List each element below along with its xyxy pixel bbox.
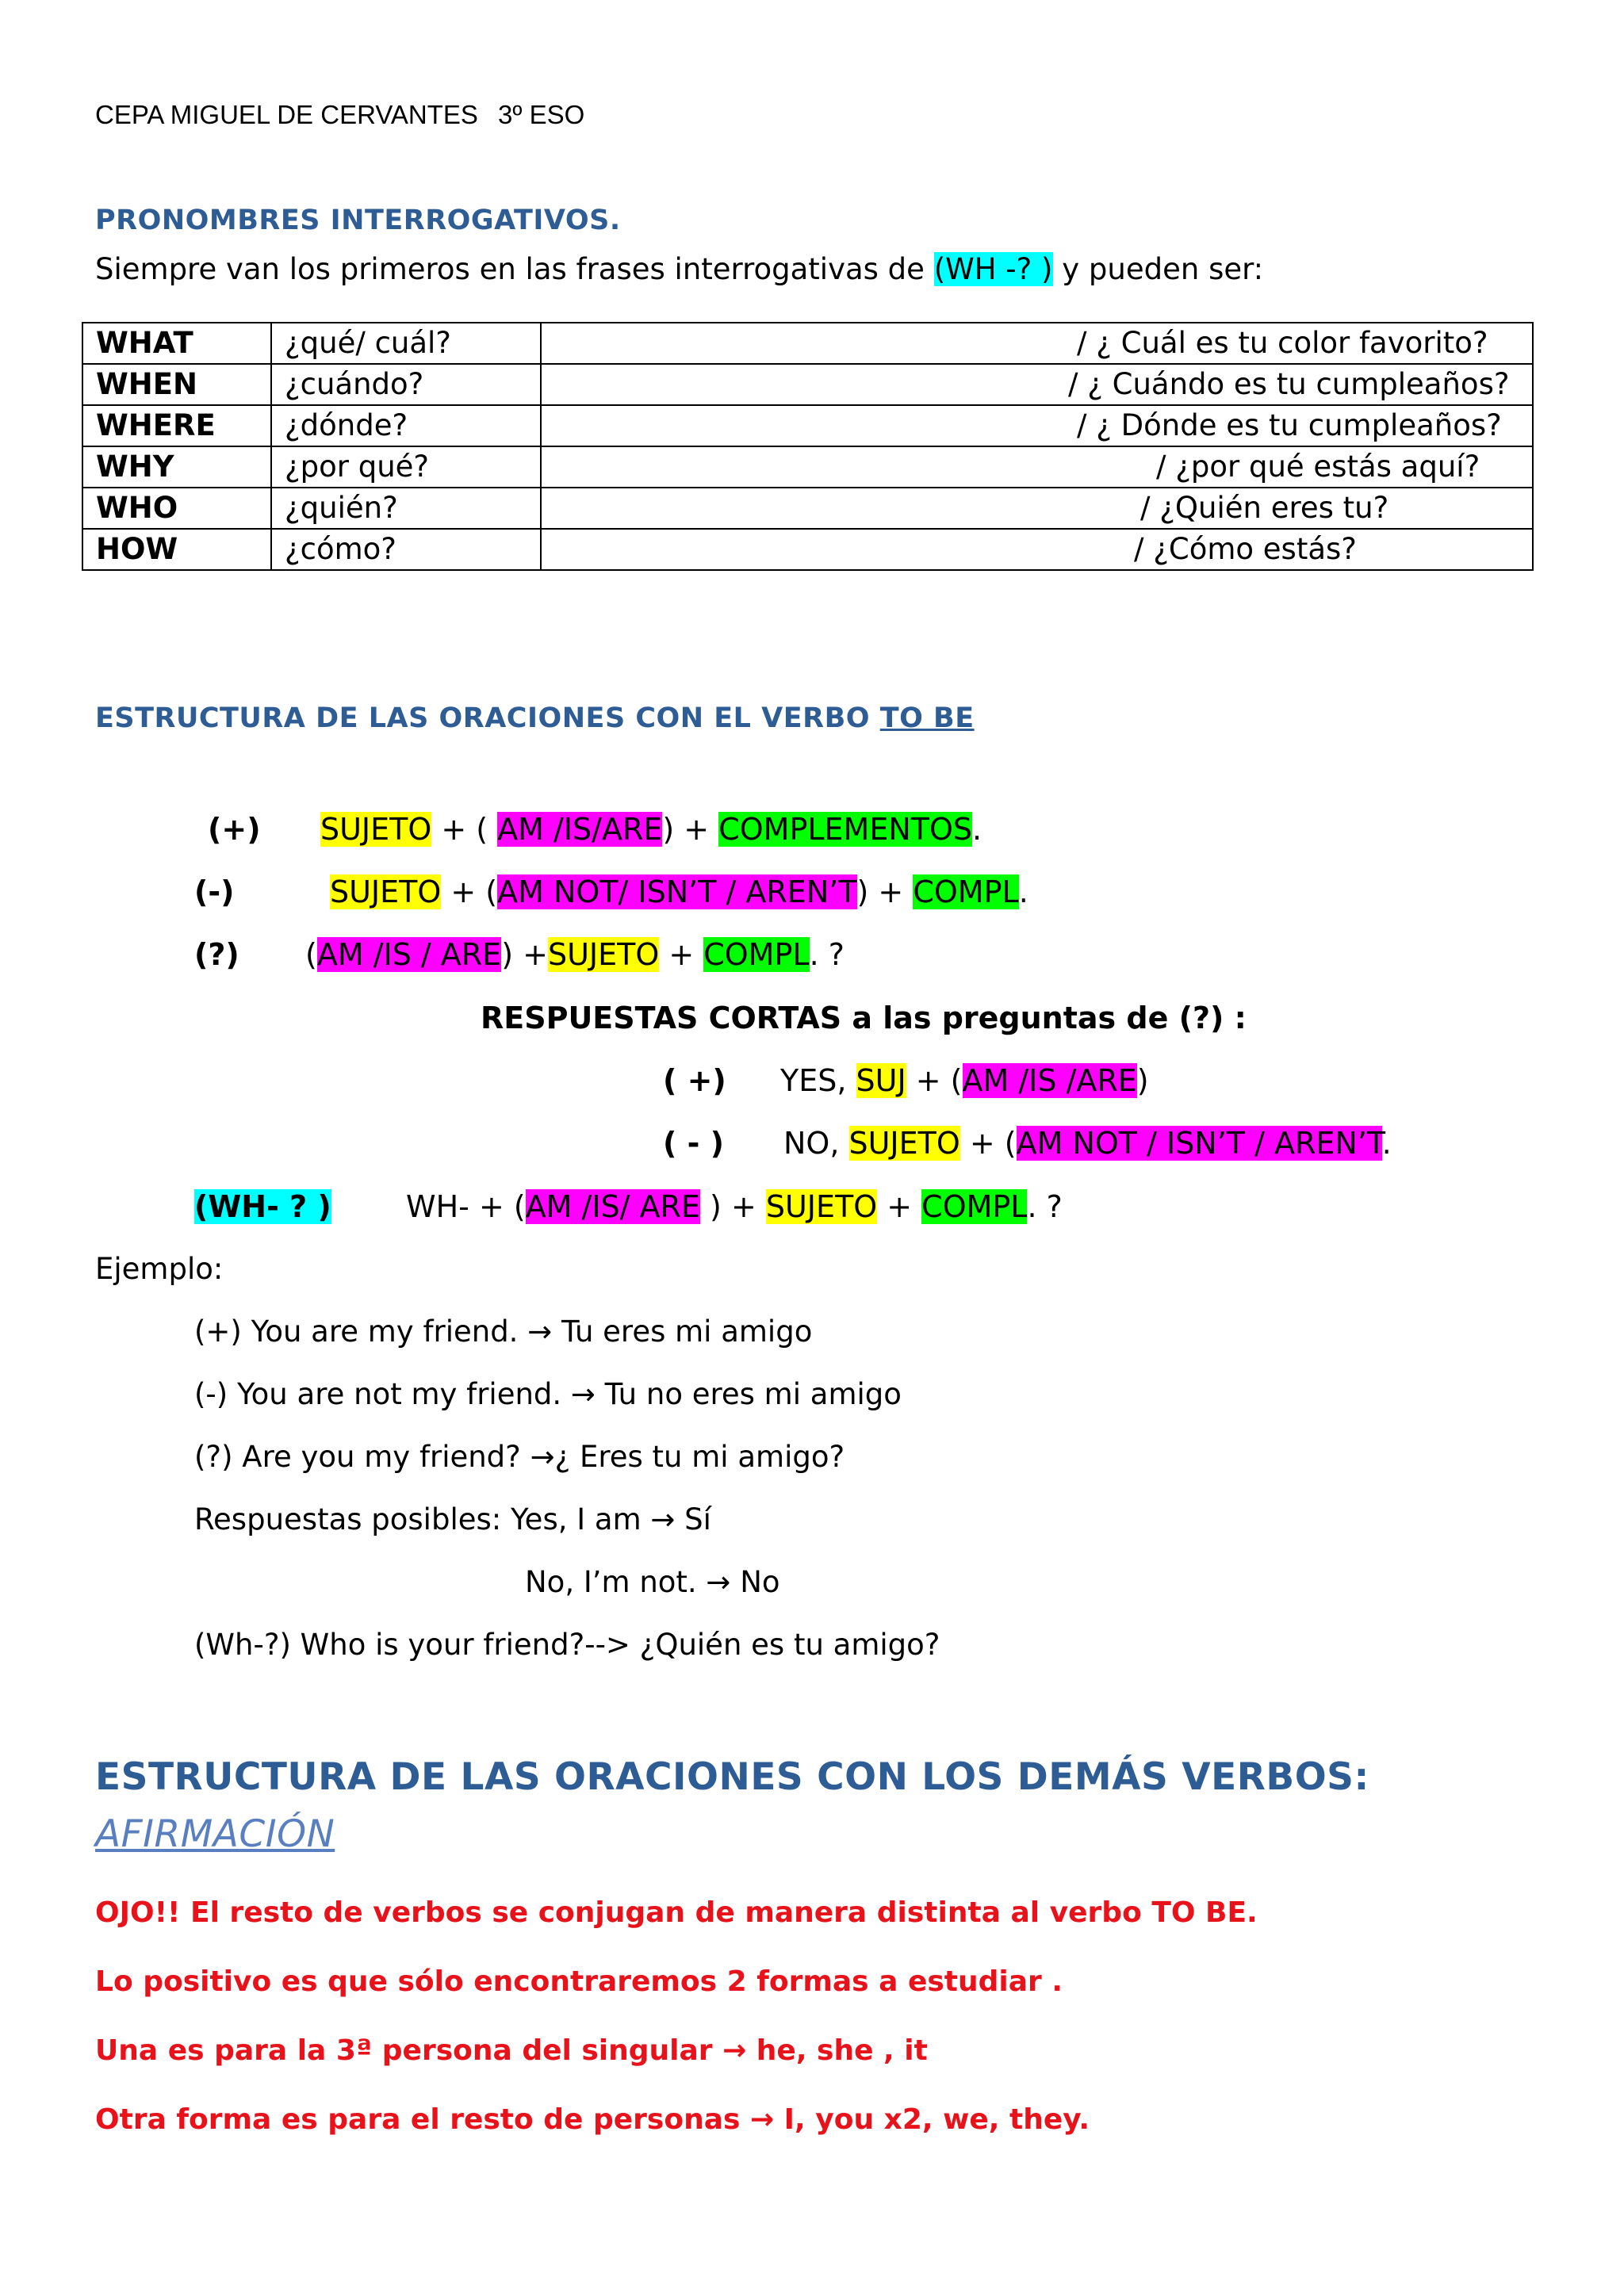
formula-label-negative: (-) [194,874,235,909]
example-line: No, I’m not. → No [525,1565,780,1599]
note-line: Una es para la 3ª persona del singular → he, she , it [95,2034,928,2067]
formula-wh: WH- + (AM /IS/ ARE ) + SUJETO + COMPL. ? [406,1189,1063,1224]
section-title-pronouns: PRONOMBRES INTERROGATIVOS. [95,205,621,236]
wh-example: / ¿ Dónde es tu cumpleaños? [1077,408,1502,442]
short-label-positive: ( +) [663,1063,726,1098]
formula-question: (AM /IS / ARE) +SUJETO + COMPL. ? [305,937,845,972]
section-subtitle-affirmation: AFIRMACIÓN [95,1812,335,1856]
section-title-other-verbs: ESTRUCTURA DE LAS ORACIONES CON LOS DEMÁS VERBOS: [95,1755,1369,1799]
wh-word: WHY [82,446,271,488]
note-line: Otra forma es para el resto de personas → I, you x2, we, they. [95,2103,1090,2136]
wh-word: HOW [82,529,271,570]
short-label-negative: ( - ) [663,1126,724,1161]
table-row [82,488,1533,529]
course-label: 3º ESO [498,100,585,129]
wh-translation: ¿qué/ cuál? [271,323,541,364]
short-answer-positive: YES, SUJ + (AM /IS /ARE) [780,1063,1149,1098]
formula-positive: SUJETO + ( AM /IS/ARE) + COMPLEMENTOS. [320,812,982,847]
formula-label-wh: (WH- ? ) [194,1189,331,1224]
section-title-to-be: ESTRUCTURA DE LAS ORACIONES CON EL VERBO TO BE [95,702,975,734]
example-line: (Wh-?) Who is your friend?--> ¿Quién es tu amigo? [194,1628,940,1662]
wh-word: WHO [82,488,271,529]
wh-example: / ¿por qué estás aquí? [1156,450,1480,484]
wh-word: WHAT [82,323,271,364]
wh-example: / ¿Cómo estás? [1134,532,1357,566]
school-name: CEPA MIGUEL DE CERVANTES [95,100,478,129]
table-row [82,405,1533,446]
wh-translation: ¿dónde? [271,405,541,446]
formula-label-question: (?) [194,937,239,972]
example-line: Respuestas posibles: Yes, I am → Sí [194,1502,711,1536]
examples-title: Ejemplo: [95,1252,224,1286]
wh-example: / ¿ Cuándo es tu cumpleaños? [1068,367,1510,401]
wh-example: / ¿Quién eres tu? [1140,491,1389,525]
section-intro: Siempre van los primeros en las frases interrogativas de (WH -? ) y pueden ser: [95,252,1264,286]
example-line: (-) You are not my friend. → Tu no eres mi amigo [194,1377,902,1411]
note-line: Lo positivo es que sólo encontraremos 2 formas a estudiar . [95,1965,1063,1998]
table-row [82,529,1533,570]
table-row [82,323,1533,364]
wh-words-table [82,322,1534,571]
wh-example: / ¿ Cuál es tu color favorito? [1077,326,1488,360]
formula-label-positive: (+) [208,812,261,847]
example-line: (+) You are my friend. → Tu eres mi amigo [194,1314,813,1349]
table-row [82,364,1533,405]
wh-word: WHERE [82,405,271,446]
wh-highlight: (WH -? ) [933,252,1053,286]
formula-negative: SUJETO + (AM NOT/ ISN’T / AREN’T) + COMPL. [330,874,1028,909]
wh-translation: ¿quién? [271,488,541,529]
wh-translation: ¿por qué? [271,446,541,488]
note-line: OJO!! El resto de verbos se conjugan de manera distinta al verbo TO BE. [95,1896,1258,1929]
wh-translation: ¿cuándo? [271,364,541,405]
wh-translation: ¿cómo? [271,529,541,570]
short-answer-negative: NO, SUJETO + (AM NOT / ISN’T / AREN’T. [783,1126,1392,1161]
short-answers-title: RESPUESTAS CORTAS a las preguntas de (?) : [481,1001,1247,1035]
wh-word: WHEN [82,364,271,405]
table-row [82,446,1533,488]
example-line: (?) Are you my friend? →¿ Eres tu mi amigo? [194,1440,845,1474]
